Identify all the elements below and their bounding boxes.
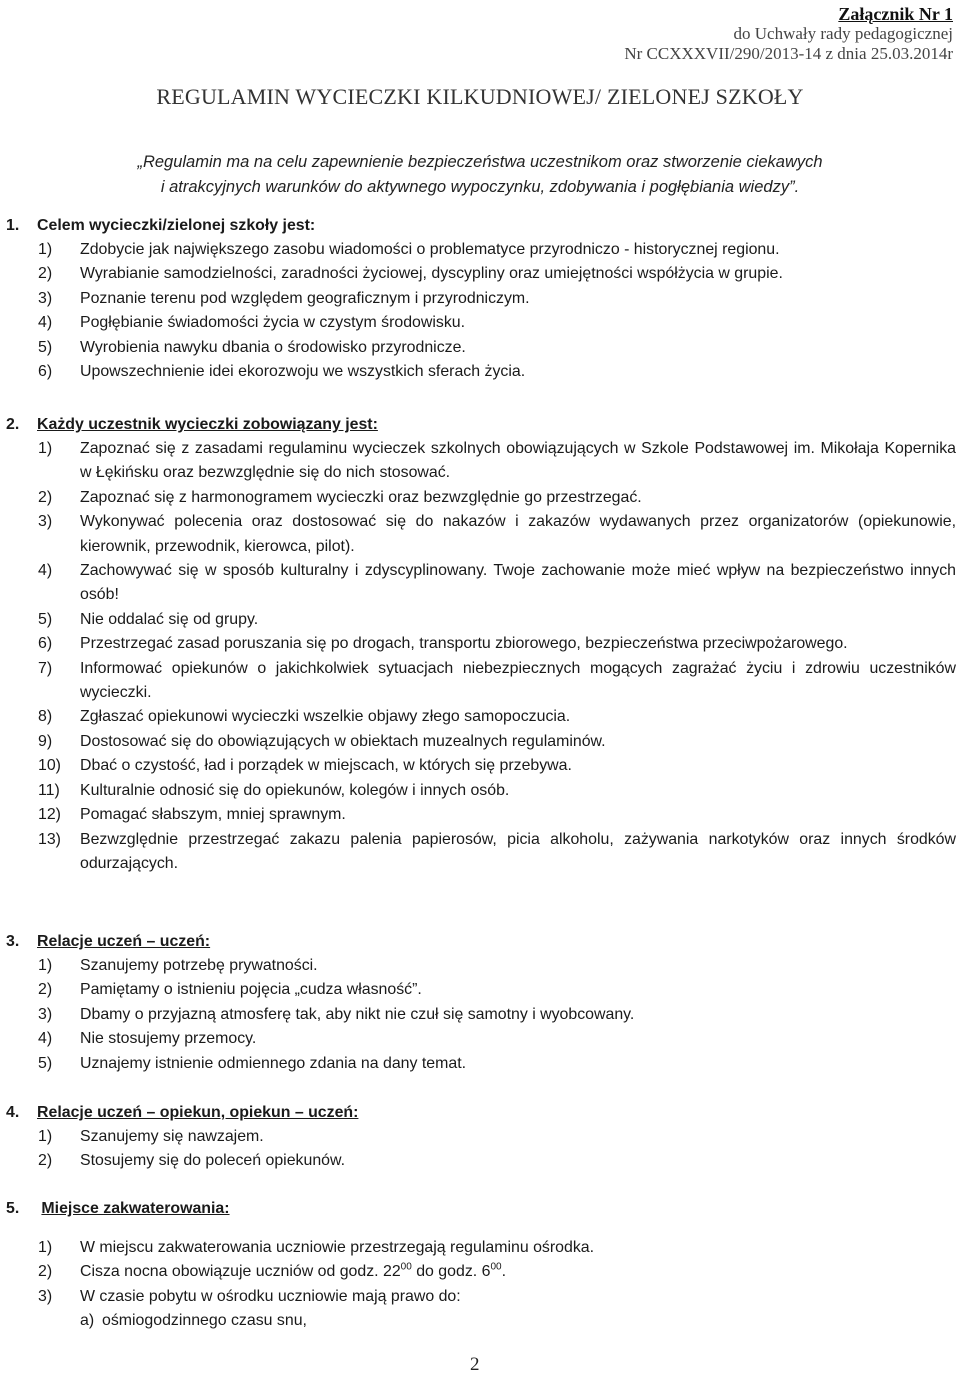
section-heading (6, 214, 956, 238)
page-number: 2 (470, 1354, 480, 1375)
item-number: 5) (38, 610, 53, 628)
item-text: Nie oddalać się od grupy. (80, 610, 259, 628)
item-number: 12) (38, 806, 61, 824)
list-item (6, 360, 956, 384)
list-item (6, 1027, 956, 1051)
intro-quote (60, 150, 900, 200)
list-item (6, 287, 956, 311)
list-item (6, 1236, 956, 1260)
student-relations-list (6, 954, 956, 1076)
section-heading (6, 1197, 956, 1221)
item-number: 6) (38, 363, 53, 381)
resolution-number-line: Nr CCXXXVII/290/2013-14 z dnia 25.03.2014r (624, 44, 953, 63)
list-item (6, 336, 956, 360)
item-number: 11) (38, 781, 60, 799)
section-number: 1. (6, 217, 20, 234)
item-text: Uznajemy istnienie odmiennego zdania na dany temat. (80, 1054, 467, 1072)
item-number: 3) (38, 1287, 53, 1305)
item-text: Wykonywać polecenia oraz dostosować się do nakazów i zakazów wydawanych przez organizatorów (opiekunowie, kierownik, przewodnik, kierowca, pilot). (80, 513, 956, 555)
item-text: . (501, 1263, 506, 1281)
section-heading (6, 1101, 956, 1125)
document-header (624, 4, 953, 64)
intro-line: „Regulamin ma na celu zapewnienie bezpieczeństwa uczestnikom oraz stworzenie ciekawych (137, 153, 823, 171)
list-item (6, 754, 956, 778)
item-number: 1) (38, 1239, 53, 1256)
teacher-relations-list (6, 1125, 956, 1174)
item-text: Dostosować się do obowiązujących w obiektach muzealnych regulaminów. (80, 732, 606, 750)
item-text: Upowszechnienie idei ekorozwoju we wszystkich sferach życia. (80, 363, 526, 381)
item-number: 4) (38, 1030, 53, 1048)
item-number: 13) (38, 830, 61, 848)
item-number: 6) (38, 635, 53, 653)
time-superscript: 00 (400, 1262, 412, 1274)
list-item (6, 311, 956, 335)
item-text: Nie stosujemy przemocy. (80, 1030, 257, 1048)
item-text: Wyrabianie samodzielności, zaradności życiowej, dyscypliny oraz umiejętności współżycia w grupie. (80, 265, 783, 283)
item-text: Pomagać słabszym, mniej sprawnym. (80, 806, 346, 824)
annex-label: Załącznik Nr 1 (838, 4, 953, 24)
section-number: 2. (6, 416, 20, 433)
list-item (6, 1149, 956, 1173)
item-number: 1) (38, 241, 53, 258)
section-accommodation (6, 1197, 956, 1334)
list-item (6, 608, 956, 632)
section-heading (6, 930, 956, 954)
item-text: Dbać o czystość, ład i porządek w miejscach, w których się przebywa. (80, 757, 572, 775)
resolution-line: do Uchwały rady pedagogicznej (733, 24, 953, 43)
list-item (6, 486, 956, 510)
item-number: 4) (38, 562, 53, 580)
section-heading (6, 413, 956, 437)
section-heading-text: Miejsce zakwaterowania: (41, 1200, 230, 1217)
obligations-list (6, 437, 956, 876)
list-item (6, 559, 956, 608)
item-number: 1) (38, 957, 53, 974)
item-number: 1) (38, 440, 53, 457)
item-number: 7) (38, 659, 53, 677)
section-number: 3. (6, 933, 20, 950)
item-text: Zgłaszać opiekunowi wycieczki wszelkie objawy złego samopoczucia. (80, 708, 571, 726)
list-item (6, 1125, 956, 1149)
item-text: Informować opiekunów o jakichkolwiek sytuacjach niebezpiecznych mogących zagrażać życiu i zdrowiu uczestników wycieczki. (80, 659, 956, 702)
list-item (6, 437, 956, 486)
item-text: Zapoznać się z harmonogramem wycieczki oraz bezwzględnie go przestrzegać. (80, 488, 642, 506)
sub-item-letter: a) (80, 1312, 95, 1330)
item-text: Zapoznać się z zasadami regulaminu wycieczek szkolnych obowiązujących w Szkole Podstawowej im. Mikołaja Kopernika w Łękińsku oraz bezwzględnie się do nich stosować. (80, 440, 956, 482)
item-text: Poznanie terenu pod względem geograficznym i przyrodniczym. (80, 289, 530, 307)
item-text: do godz. 6 (411, 1263, 491, 1281)
item-text: W miejscu zakwaterowania uczniowie przestrzegają regulaminu ośrodka. (80, 1239, 595, 1256)
list-item (6, 657, 956, 706)
list-item (6, 803, 956, 827)
list-item (6, 705, 956, 729)
list-item (6, 1003, 956, 1027)
item-number: 2) (38, 981, 53, 999)
section-heading-text: Relacje uczeń – uczeń: (37, 933, 211, 950)
section-student-relations (6, 930, 956, 1076)
item-text: Wyrobienia nawyku dbania o środowisko przyrodnicze. (80, 338, 466, 356)
item-text: Cisza nocna obowiązuje uczniów od godz. 22 (80, 1263, 401, 1281)
item-text: Dbamy o przyjazną atmosferę tak, aby nikt nie czuł się samotny i wyobcowany. (80, 1005, 635, 1023)
accommodation-list (6, 1236, 956, 1309)
item-number: 2) (38, 1263, 53, 1281)
document-title: REGULAMIN WYCIECZKI KILKUDNIOWEJ/ ZIELONEJ SZKOŁY (156, 84, 804, 109)
item-text: Stosujemy się do poleceń opiekunów. (80, 1152, 346, 1170)
list-item (6, 262, 956, 286)
item-number: 3) (38, 289, 53, 307)
time-superscript: 00 (490, 1262, 502, 1274)
item-number: 1) (38, 1128, 53, 1145)
section-number: 5. (6, 1200, 20, 1217)
item-number: 10) (38, 757, 61, 775)
item-text: Zdobycie jak największego zasobu wiadomości o problematyce przyrodniczo - historycznej regionu. (80, 241, 780, 258)
item-number: 2) (38, 265, 53, 283)
section-heading-text: Celem wycieczki/zielonej szkoły jest: (37, 217, 316, 234)
list-item (6, 1260, 956, 1284)
sub-item-text: ośmiogodzinnego czasu snu, (102, 1312, 307, 1330)
section-heading-text: Każdy uczestnik wycieczki zobowiązany jest: (37, 416, 378, 433)
intro-line: i atrakcyjnych warunków do aktywnego wypoczynku, zdobywania i pogłębiania wiedzy”. (160, 178, 800, 196)
section-teacher-relations (6, 1101, 956, 1174)
item-number: 3) (38, 1005, 53, 1023)
section-number: 4. (6, 1104, 20, 1121)
list-item (6, 730, 956, 754)
section-heading-text: Relacje uczeń – opiekun, opiekun – uczeń: (37, 1104, 359, 1121)
item-number: 8) (38, 708, 53, 726)
sub-list-item (6, 1309, 956, 1333)
list-item (6, 828, 956, 877)
item-text: Szanujemy potrzebę prywatności. (80, 957, 318, 974)
list-item (6, 978, 956, 1002)
list-item (6, 954, 956, 978)
list-item (6, 238, 956, 262)
item-text: Pamiętamy o istnieniu pojęcia „cudza własność”. (80, 981, 422, 999)
item-number: 4) (38, 314, 53, 332)
section-goals (6, 214, 956, 384)
list-item (6, 510, 956, 559)
item-number: 2) (38, 1152, 53, 1170)
item-text: Pogłębianie świadomości życia w czystym środowisku. (80, 314, 466, 332)
item-text: Kulturalnie odnosić się do opiekunów, kolegów i innych osób. (80, 781, 510, 799)
item-text: Szanujemy się nawzajem. (80, 1128, 264, 1145)
list-item (6, 632, 956, 656)
list-item (6, 1285, 956, 1309)
goals-list (6, 238, 956, 384)
list-item (6, 779, 956, 803)
list-item (6, 1052, 956, 1076)
item-number: 5) (38, 1054, 53, 1072)
item-number: 5) (38, 338, 53, 356)
item-text: W czasie pobytu w ośrodku uczniowie mają prawo do: (80, 1287, 461, 1305)
item-number: 3) (38, 513, 53, 531)
item-number: 9) (38, 732, 53, 750)
item-number: 2) (38, 488, 53, 506)
item-text: Przestrzegać zasad poruszania się po drogach, transportu zbiorowego, bezpieczeństwa przeciwpożarowego. (80, 635, 848, 653)
item-text: Bezwzględnie przestrzegać zakazu palenia papierosów, picia alkoholu, zażywania narkotyków oraz innych środków odurzających. (80, 830, 956, 872)
item-text: Zachowywać się w sposób kulturalny i zdyscyplinowany. Twoje zachowanie może mieć wpływ na bezpieczeństwo innych osób! (80, 562, 956, 604)
section-obligations (6, 413, 956, 876)
